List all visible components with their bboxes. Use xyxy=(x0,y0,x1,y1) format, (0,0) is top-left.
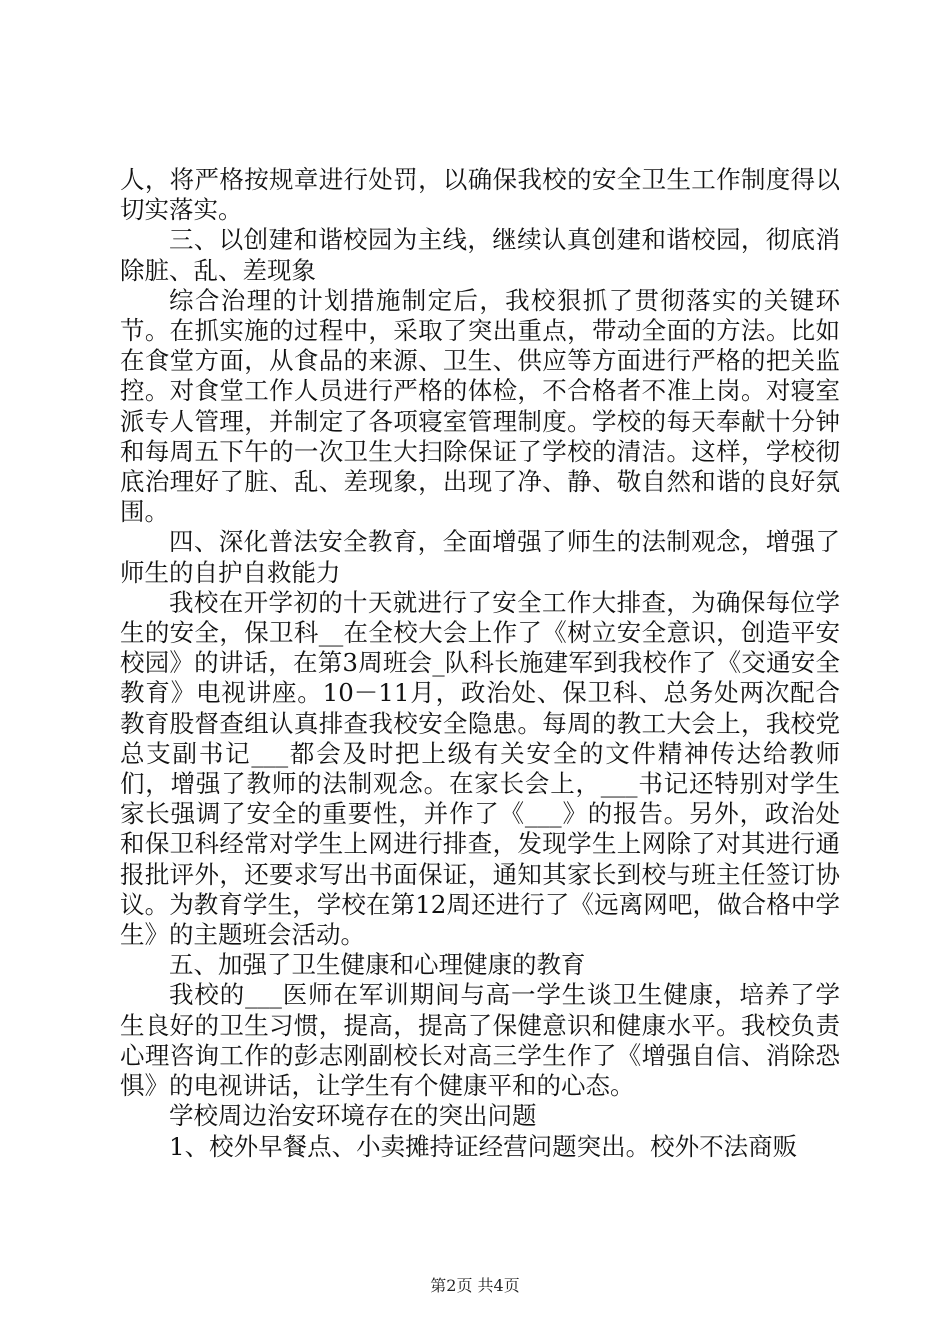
paragraph-continuation: 人，将严格按规章进行处罚，以确保我校的安全卫生工作制度得以切实落实。 xyxy=(120,165,840,225)
paragraph-problem-1: 1、校外早餐点、小卖摊持证经营问题突出。校外不法商贩 xyxy=(169,1131,798,1161)
paragraph-safety-education: 我校在开学初的十天就进行了安全工作大排查，为确保每位学生的安全，保卫科__在全校大会上作了《树立安全意识，创造平安校园》的讲话，在第3周班会_队科长施建军到我校作了《交通安全教育》电视讲座。10－11月，政治处、保卫科、总务处两次配合教育股督查组认真排查我校安全隐患。每周的教工大会上，我校党总支副书记___都会及时把上级有关安全的文件精神传达给教师们，增强了教师的法制观念。在家长会上，___书记还特别对学生家长强调了安全的重要性，并作了《___》的报告。另外，政治处和保卫科经常对学生上网进行排查，发现学生上网除了对其进行通报批评外，还要求写出书面保证，通知其家长到校与班主任签订协议。为教育学生，学校在第12周还进行了《远离网吧，做合格中学生》的主题班会活动。 xyxy=(120,587,840,950)
section-heading-4: 四、深化普法安全教育，全面增强了师生的法制观念，增强了师生的自护自救能力 xyxy=(120,527,840,587)
section-heading-5: 五、加强了卫生健康和心理健康的教育 xyxy=(169,950,586,980)
paragraph-comprehensive-governance: 综合治理的计划措施制定后，我校狠抓了贯彻落实的关键环节。在抓实施的过程中，采取了突出重点，带动全面的方法。比如在食堂方面，从食品的来源、卫生、供应等方面进行严格的把关监控。对食堂工作人员进行严格的体检，不合格者不准上岗。对寝室派专人管理，并制定了各项寝室管理制度。学校的每天奉献十分钟和每周五下午的一次卫生大扫除保证了学校的清洁。这样，学校彻底治理好了脏、乱、差现象，出现了净、静、敬自然和谐的良好氛围。 xyxy=(120,285,840,527)
document-body xyxy=(120,165,840,1162)
page-footer: 第2页 共4页 xyxy=(430,1276,520,1295)
section-heading-problems: 学校周边治安环境存在的突出问题 xyxy=(169,1101,537,1131)
paragraph-health-education: 我校的___医师在军训期间与高一学生谈卫生健康，培养了学生良好的卫生习惯，提高，提高了保健意识和健康水平。我校负责心理咨询工作的彭志刚副校长对高三学生作了《增强自信、消除恐惧》的电视讲话，让学生有个健康平和的心态。 xyxy=(120,980,840,1101)
section-heading-3: 三、以创建和谐校园为主线，继续认真创建和谐校园，彻底消除脏、乱、差现象 xyxy=(120,225,840,285)
